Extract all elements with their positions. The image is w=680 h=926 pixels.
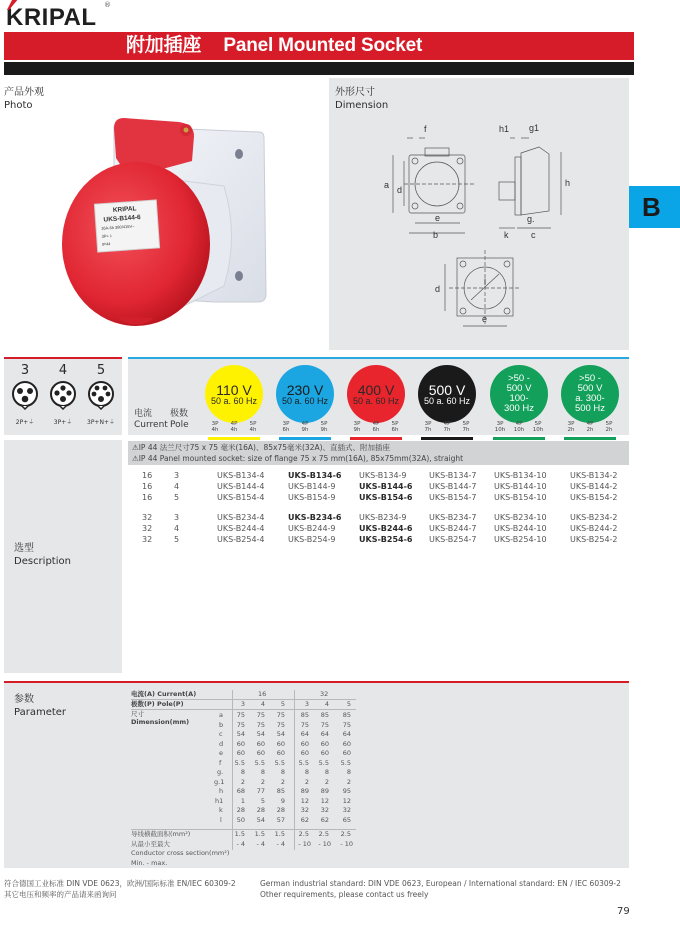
param-value: 60: [256, 749, 265, 757]
param-value: 60: [276, 739, 285, 748]
pole-hour: 3P 4h: [211, 421, 219, 433]
pin-configuration-panel: [4, 357, 122, 435]
pin-count: 5: [96, 363, 106, 378]
poles-300-500hz: [561, 421, 619, 433]
model-300-500hz[interactable]: UKS-B254-2: [570, 535, 618, 544]
model-230v[interactable]: UKS-B134-6: [288, 471, 342, 480]
conductor-min: 2.5: [340, 830, 351, 838]
svg-text:c: c: [531, 230, 536, 240]
pin-count: 3: [20, 363, 30, 378]
param-value: 2: [324, 777, 329, 786]
conductor-max: - 10: [340, 839, 353, 848]
model-230v[interactable]: UKS-B144-9: [288, 482, 336, 491]
pole-cell: 4: [174, 524, 180, 533]
param-value: 64: [320, 730, 329, 738]
param-key: k: [219, 806, 223, 814]
footer-cn-line2: 其它电压和频率的产品请来函询问: [4, 890, 117, 899]
current-header-en: Current: [134, 420, 168, 430]
current-cell: 16: [142, 471, 153, 480]
param-value: 64: [342, 730, 351, 738]
model-100-300hz[interactable]: UKS-B144-10: [494, 482, 547, 491]
param-value: 85: [342, 711, 351, 719]
conductor-min: 1.5: [234, 830, 245, 838]
conductor-max: - 10: [318, 839, 331, 848]
pin-config-5: [82, 363, 120, 426]
dimension-en: Dimension(mm): [131, 718, 190, 726]
model-300-500hz[interactable]: UKS-B244-2: [570, 524, 618, 533]
photo-label-cn: 产品外观: [4, 87, 44, 98]
frequency-value: 50 a. 60 Hz: [352, 395, 400, 406]
param-value: 60: [236, 739, 245, 748]
param-value: 5: [260, 796, 265, 805]
conductor-max: - 4: [276, 839, 285, 848]
model-500v[interactable]: UKS-B144-7: [429, 482, 477, 491]
current-cell: 16: [142, 482, 153, 491]
parameter-label: [14, 693, 66, 719]
param-value: 75: [256, 720, 265, 729]
table-divider: [131, 709, 356, 710]
param-value: 89: [300, 787, 309, 795]
current-cell: 32: [142, 513, 153, 522]
pole-hour: 3P 2h: [567, 421, 575, 433]
pole-header: 极数(P) Pole(P): [131, 700, 184, 708]
header-black-bar: [4, 62, 634, 75]
model-100-300hz[interactable]: UKS-B154-10: [494, 493, 547, 502]
param-value: 5.5: [254, 758, 265, 767]
poles-100-300hz: [490, 421, 548, 433]
param-value: 32: [342, 806, 351, 814]
dimension-drawing: [329, 78, 629, 350]
param-value: 28: [256, 806, 265, 814]
param-value: 60: [300, 739, 309, 748]
svg-text:k: k: [504, 230, 509, 240]
param-value: 8: [240, 768, 245, 776]
conductor-min: 2.5: [318, 830, 329, 838]
current-cell: 16: [142, 493, 153, 502]
dimension-panel: [329, 78, 629, 350]
param-value: 62: [320, 815, 329, 824]
param-value: 8: [304, 768, 309, 776]
voltage-range: >50 -: [508, 373, 530, 384]
param-value: 12: [300, 796, 309, 805]
voltage-value: 500 V: [428, 381, 466, 398]
page-number: 79: [617, 906, 630, 917]
param-value: 75: [320, 720, 329, 729]
svg-text:h: h: [565, 178, 571, 188]
param-key: b: [219, 720, 224, 729]
param-value: 54: [256, 730, 265, 738]
pole-hour: 5P 6h: [391, 421, 399, 433]
frequency-range: 100-: [509, 393, 529, 404]
poles-500v: [418, 421, 476, 433]
model-500v[interactable]: UKS-B244-7: [429, 524, 477, 533]
pole-hour: 3P 10h: [494, 421, 506, 433]
pole-cell: 5: [280, 700, 285, 708]
model-110v[interactable]: UKS-B254-4: [217, 535, 265, 544]
conductor-label-cn: 导线横截面积(mm²): [131, 830, 191, 838]
param-value: 9: [280, 796, 285, 805]
frequency-range: 500 Hz: [574, 403, 606, 414]
footer-en: [260, 878, 621, 900]
param-value: 60: [276, 749, 285, 757]
pole-hour: 5P 7h: [462, 421, 470, 433]
page-title-bar: [4, 32, 634, 60]
pole-hour: 5P 9h: [320, 421, 328, 433]
color-strip-230v: [279, 437, 331, 440]
param-value: 5.5: [298, 758, 309, 767]
pole-cell: 5: [174, 535, 180, 544]
color-strip-300-500hz: [564, 437, 616, 440]
param-value: 8: [324, 768, 329, 776]
section-tab-b[interactable]: B: [628, 186, 680, 228]
model-100-300hz[interactable]: UKS-B234-10: [494, 513, 547, 522]
photo-label-en: Photo: [4, 100, 33, 111]
dimension-label-cn: 外形尺寸: [335, 87, 375, 98]
conductor-max: - 10: [298, 839, 311, 848]
pole-cell: 5: [346, 700, 351, 708]
param-value: 60: [320, 749, 329, 757]
model-400v[interactable]: UKS-B254-6: [359, 535, 413, 544]
brand-name: KRIPAL: [6, 4, 97, 31]
voltage-circle-50-500v-100-300hz: [490, 365, 548, 423]
param-value: 75: [276, 711, 285, 719]
pin-config-label: 2P+⏚: [15, 419, 35, 426]
ip-rating-note: [128, 441, 629, 465]
parameter-label-en: Parameter: [14, 707, 67, 718]
socket-5-pin-icon: [86, 380, 116, 410]
pole-hour: 4P 6h: [372, 421, 380, 433]
param-value: 57: [276, 815, 285, 824]
model-300-500hz[interactable]: UKS-B234-2: [570, 513, 618, 522]
param-value: 50: [236, 815, 245, 824]
pole-header: [170, 409, 189, 431]
pole-cell: 3: [304, 700, 309, 708]
param-value: 60: [256, 739, 265, 748]
footer-cn-line1: 符合德国工业标准 DIN VDE 0623，欧洲/国际标准 EN/IEC 60309-2: [4, 879, 236, 888]
param-value: 5.5: [340, 758, 351, 767]
model-230v[interactable]: UKS-B254-9: [288, 535, 336, 544]
pole-cell: 4: [260, 700, 265, 708]
model-500v[interactable]: UKS-B234-7: [429, 513, 477, 522]
param-key: h1: [215, 796, 224, 805]
svg-text:d: d: [397, 185, 403, 195]
frequency-value: 50 a. 60 Hz: [423, 395, 471, 406]
pole-cell: 5: [174, 493, 180, 502]
param-value: 85: [320, 711, 329, 719]
pole-cell: 3: [174, 513, 180, 522]
param-value: 60: [342, 749, 351, 757]
param-value: 8: [260, 768, 265, 776]
svg-text:e: e: [482, 314, 488, 324]
param-value: 95: [342, 787, 351, 795]
svg-text:e: e: [435, 213, 441, 223]
model-110v[interactable]: UKS-B134-4: [217, 471, 265, 480]
model-100-300hz[interactable]: UKS-B244-10: [494, 524, 547, 533]
current-group-32: 32: [320, 690, 329, 698]
param-value: 8: [280, 768, 285, 776]
param-value: 1: [240, 796, 245, 805]
conductor-max: - 4: [236, 839, 245, 848]
param-key: c: [219, 730, 223, 738]
conductor-min: 1.5: [254, 830, 265, 838]
svg-text:16A-6h 380/415V~: 16A-6h 380/415V~: [100, 223, 135, 231]
description-label: [14, 542, 71, 568]
dimension-label-en: Dimension: [335, 100, 389, 111]
footer-en-line1: German industrial standard: DIN VDE 0623, European / International standard: EN / IEC 60309-2: [260, 879, 621, 888]
pole-cell: 4: [324, 700, 329, 708]
frequency-range: a. 300-: [575, 393, 605, 404]
model-100-300hz[interactable]: UKS-B254-10: [494, 535, 547, 544]
svg-text:h1: h1: [499, 124, 510, 134]
param-value: 32: [320, 806, 329, 814]
pole-hour: 4P 7h: [443, 421, 451, 433]
conductor-max: - 4: [256, 839, 265, 848]
current-header: [134, 409, 168, 431]
param-value: 28: [236, 806, 245, 814]
voltage-range: 500 V: [577, 383, 603, 394]
voltage-value: 230 V: [286, 381, 324, 398]
voltage-circle-110v: [205, 365, 263, 423]
voltage-circle-500v: [418, 365, 476, 423]
param-value: 75: [342, 720, 351, 729]
model-300-500hz[interactable]: UKS-B134-2: [570, 471, 618, 480]
pole-hour: 5P 4h: [249, 421, 257, 433]
ip-note-cn: ⚠IP 44 法兰尺寸75 x 75 毫米(16A)、85x75毫米(32A)、直插式、附加插座: [132, 443, 391, 452]
pole-hour: 3P 7h: [424, 421, 432, 433]
pole-hour: 5P 10h: [532, 421, 544, 433]
param-value: 54: [276, 730, 285, 738]
param-value: 32: [300, 806, 309, 814]
conductor-range-en: Min. - max.: [131, 858, 168, 867]
model-500v[interactable]: UKS-B254-7: [429, 535, 477, 544]
model-230v[interactable]: UKS-B234-6: [288, 513, 342, 522]
current-cell: 32: [142, 535, 153, 544]
model-110v[interactable]: UKS-B154-4: [217, 493, 265, 502]
svg-text:d: d: [435, 284, 441, 294]
poles-400v: [347, 421, 405, 433]
pole-cell: 4: [174, 482, 180, 491]
pin-config-label: 3P+⏚: [53, 419, 73, 426]
param-value: 12: [320, 796, 329, 805]
svg-text:g1: g1: [529, 123, 540, 133]
param-value: 60: [320, 739, 329, 748]
photo-label: [4, 86, 44, 112]
voltage-panel: [128, 357, 629, 435]
param-value: 2: [280, 777, 285, 786]
model-400v[interactable]: UKS-B144-6: [359, 482, 413, 491]
param-value: 68: [236, 787, 245, 795]
description-label-en: Description: [14, 556, 71, 567]
param-value: 60: [236, 749, 245, 757]
current-header: 电流(A) Current(A): [131, 690, 197, 698]
conductor-label-en: Conductor cross section(mm²): [131, 849, 230, 857]
model-400v[interactable]: UKS-B134-9: [359, 471, 407, 480]
conductor-min: 1.5: [274, 830, 285, 838]
svg-text:IP44: IP44: [102, 241, 111, 247]
voltage-value: 110 V: [216, 381, 252, 398]
color-strip-110v: [208, 437, 260, 440]
param-value: 85: [300, 711, 309, 719]
pole-hour: 3P 6h: [282, 421, 290, 433]
param-key: d: [219, 739, 224, 748]
voltage-circle-230v: [276, 365, 334, 423]
svg-text:g.: g.: [527, 214, 535, 224]
conductor-min: 2.5: [298, 830, 309, 838]
pole-hour: 4P 4h: [230, 421, 238, 433]
param-value: 8: [346, 768, 351, 776]
voltage-circle-400v: [347, 365, 405, 423]
param-value: 12: [342, 796, 351, 805]
param-value: 2: [346, 777, 351, 786]
pin-count: 4: [58, 363, 68, 378]
param-key: a: [219, 711, 223, 719]
model-400v[interactable]: UKS-B244-6: [359, 524, 413, 533]
frequency-value: 50 a. 60 Hz: [281, 395, 329, 406]
model-300-500hz[interactable]: UKS-B154-2: [570, 493, 618, 502]
page-title-en: Panel Mounted Socket: [223, 35, 423, 56]
conductor-range-cn: 从最小至最大: [131, 839, 170, 848]
param-key: l: [220, 815, 222, 824]
voltage-range: >50 -: [579, 373, 601, 384]
model-500v[interactable]: UKS-B154-7: [429, 493, 477, 502]
voltage-circle-50-500v-300-500hz: [561, 365, 619, 423]
svg-text:b: b: [433, 230, 439, 240]
param-key: g.: [217, 768, 224, 776]
pin-config-label: 3P+N+⏚: [87, 419, 115, 426]
svg-text:UKS-B144-6: UKS-B144-6: [103, 214, 141, 224]
pole-header-cn: 极数: [170, 409, 189, 419]
voltage-range: 500 V: [506, 383, 532, 394]
param-value: 2: [304, 777, 309, 786]
pin-config-3: [6, 363, 44, 426]
param-value: 75: [236, 720, 245, 729]
footer-en-line2: Other requirements, please contact us freely: [260, 890, 429, 899]
model-400v[interactable]: UKS-B154-6: [359, 493, 413, 502]
svg-text:KRIPAL: KRIPAL: [112, 205, 137, 214]
svg-text:f: f: [424, 124, 427, 134]
parameter-label-cn: 参数: [14, 694, 34, 705]
model-110v[interactable]: UKS-B234-4: [217, 513, 265, 522]
param-key: e: [219, 749, 223, 757]
model-110v[interactable]: UKS-B244-4: [217, 524, 265, 533]
model-400v[interactable]: UKS-B234-9: [359, 513, 407, 522]
pole-hour: 5P 2h: [605, 421, 613, 433]
pole-header-en: Pole: [170, 420, 189, 430]
param-value: 89: [320, 787, 329, 795]
param-value: 60: [342, 739, 351, 748]
param-value: 75: [256, 711, 265, 719]
frequency-value: 50 a. 60 Hz: [210, 395, 258, 406]
dimension-cn: 尺寸: [131, 710, 144, 718]
registered-mark: ®: [104, 1, 111, 9]
svg-text:l: l: [484, 277, 486, 287]
param-value: 65: [342, 815, 351, 824]
model-230v[interactable]: UKS-B154-9: [288, 493, 336, 502]
model-110v[interactable]: UKS-B144-4: [217, 482, 265, 491]
pole-cell: 3: [240, 700, 245, 708]
pole-hour: 3P 9h: [353, 421, 361, 433]
model-500v[interactable]: UKS-B134-7: [429, 471, 477, 480]
current-group-16: 16: [258, 690, 267, 698]
product-photo: [54, 116, 284, 346]
pole-cell: 3: [174, 471, 180, 480]
pole-hour: 4P 2h: [586, 421, 594, 433]
svg-text:a: a: [384, 180, 390, 190]
color-strip-500v: [421, 437, 473, 440]
photo-panel: [4, 78, 324, 350]
param-key: g.1: [214, 777, 225, 786]
param-value: 5.5: [234, 758, 245, 767]
current-header-cn: 电流: [134, 409, 153, 419]
pole-hour: 4P 9h: [301, 421, 309, 433]
param-value: 85: [276, 787, 285, 795]
frequency-range: 300 Hz: [503, 403, 535, 414]
description-side-panel: [4, 440, 122, 673]
param-value: 28: [276, 806, 285, 814]
footer-cn: [4, 878, 236, 900]
svg-text:3P+⏚: 3P+⏚: [101, 233, 114, 239]
color-strip-100-300hz: [493, 437, 545, 440]
socket-4-pin-icon: [48, 380, 78, 410]
page-title-cn: 附加插座: [126, 35, 202, 56]
param-value: 75: [276, 720, 285, 729]
poles-110v: [205, 421, 263, 433]
param-value: 64: [300, 730, 309, 738]
param-value: 5.5: [274, 758, 285, 767]
param-value: 5.5: [318, 758, 329, 767]
param-value: 60: [300, 749, 309, 757]
description-label-cn: 选型: [14, 543, 34, 554]
param-value: 2: [260, 777, 265, 786]
param-key: h: [219, 787, 224, 795]
param-key: f: [219, 758, 222, 767]
pole-hour: 4P 10h: [513, 421, 525, 433]
model-300-500hz[interactable]: UKS-B144-2: [570, 482, 618, 491]
model-230v[interactable]: UKS-B244-9: [288, 524, 336, 533]
color-strip-400v: [350, 437, 402, 440]
pin-config-4: [44, 363, 82, 426]
poles-230v: [276, 421, 334, 433]
current-cell: 32: [142, 524, 153, 533]
model-100-300hz[interactable]: UKS-B134-10: [494, 471, 547, 480]
param-value: 2: [240, 777, 245, 786]
param-value: 54: [236, 730, 245, 738]
param-value: 75: [300, 720, 309, 729]
param-value: 75: [236, 711, 245, 719]
ip-note-en: ⚠IP 44 Panel mounted socket: size of flange 75 x 75 mm(16A), 85x75mm(32A), straight: [132, 454, 464, 463]
param-value: 77: [256, 787, 265, 795]
param-value: 62: [300, 815, 309, 824]
socket-3-pin-icon: [10, 380, 40, 410]
param-value: 54: [256, 815, 265, 824]
brand-logo: [6, 4, 97, 32]
voltage-value: 400 V: [357, 381, 395, 398]
